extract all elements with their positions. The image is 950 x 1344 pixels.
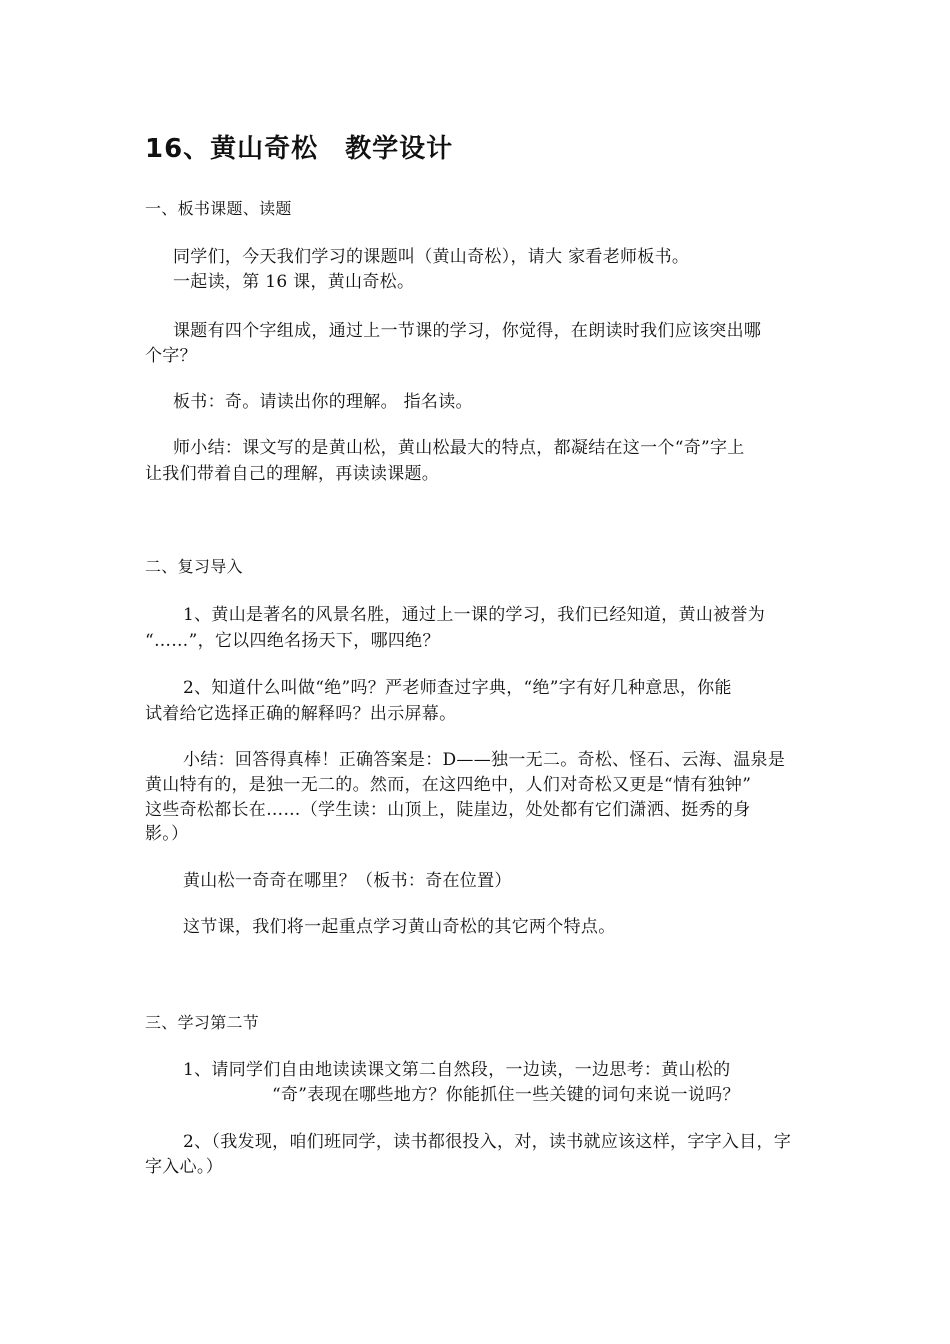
paragraph-text: 让我们带着自己的理解，再读读课题。	[145, 464, 440, 484]
paragraph-text: 字入心。）	[145, 1157, 223, 1177]
paragraph-text: 1、黄山是著名的风景名胜，通过上一课的学习，我们已经知道，黄山被誉为	[183, 605, 766, 625]
paragraph-text: 黄山特有的，是独一无二的。然而，在这四绝中，人们对奇松又更是“情有独钟”	[145, 775, 752, 795]
paragraph-text: 这些奇松都长在……（学生读：山顶上，陡崖边，处处都有它们潇洒、挺秀的身	[145, 800, 751, 820]
paragraph-text: 小结：回答得真棒！正确答案是：D——独一无二。奇松、怪石、云海、温泉是	[183, 750, 786, 770]
paragraph-text: 2、知道什么叫做“绝”吗？严老师查过字典，“绝”字有好几种意思，你能	[183, 678, 732, 698]
section-heading-1: 一、板书课题、读题	[145, 199, 292, 218]
paragraph-text: “……”，它以四绝名扬天下，哪四绝？	[145, 631, 440, 651]
paragraph-text: “奇”表现在哪些地方？你能抓住一些关键的词句来说一说吗？	[272, 1085, 740, 1105]
paragraph-text: 板书：奇。请读出你的理解。 指名读。	[173, 392, 473, 412]
section-heading-3: 三、学习第二节	[145, 1013, 260, 1032]
paragraph-text: 同学们，今天我们学习的课题叫（黄山奇松），请大 家看老师板书。	[173, 247, 690, 267]
paragraph-text: 一起读，第 16 课，黄山奇松。	[173, 272, 415, 292]
paragraph-text: 黄山松一奇奇在哪里？（板书：奇在位置）	[183, 871, 512, 891]
paragraph-text: 影。）	[145, 824, 189, 844]
paragraph-text: 1、请同学们自由地读读课文第二自然段，一边读，一边思考：黄山松的	[183, 1060, 731, 1080]
paragraph-text: 2、（我发现，咱们班同学，读书都很投入，对，读书就应该这样，字字入目，字	[183, 1132, 792, 1152]
paragraph-text: 课题有四个字组成，通过上一节课的学习，你觉得，在朗读时我们应该突出哪	[173, 321, 762, 341]
paragraph-text: 师小结：课文写的是黄山松，黄山松最大的特点，都凝结在这一个“奇”字上	[173, 438, 745, 458]
paragraph-text: 个字？	[145, 346, 197, 366]
paragraph-text: 试着给它选择正确的解释吗？出示屏幕。	[145, 704, 457, 724]
document-title: 16、黄山奇松 教学设计	[145, 134, 454, 164]
paragraph-text: 这节课，我们将一起重点学习黄山奇松的其它两个特点。	[183, 917, 616, 937]
section-heading-2: 二、复习导入	[145, 557, 243, 576]
